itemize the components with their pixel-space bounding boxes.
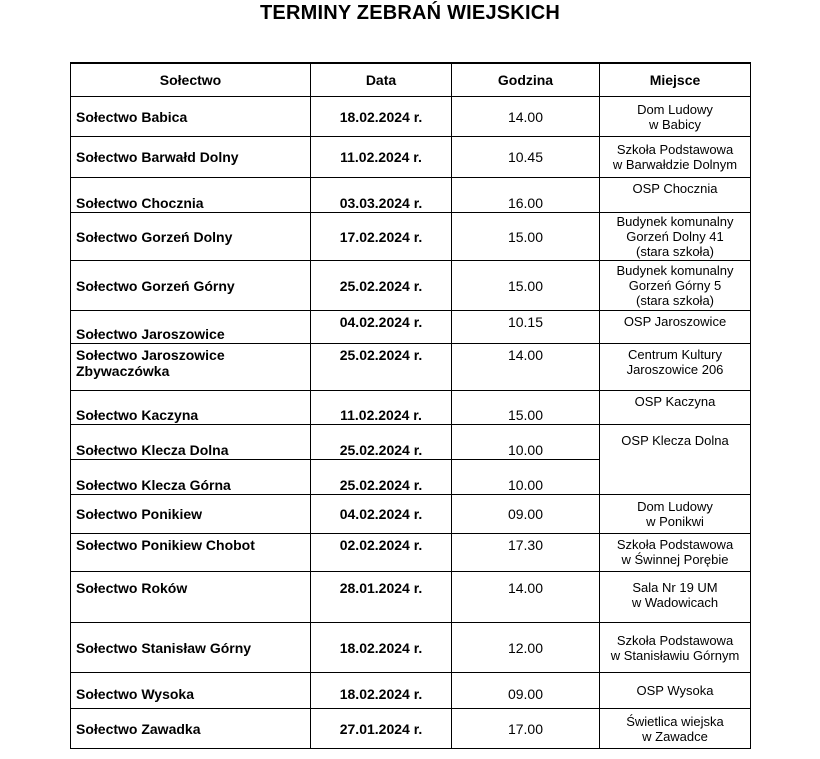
- solectwo-cell: [71, 344, 311, 391]
- header-godzina: Godzina: [452, 63, 600, 97]
- date-cell: 18.02.2024 r.: [311, 97, 452, 137]
- time-cell: 17.00: [452, 709, 600, 749]
- place-cell: [600, 623, 751, 673]
- place-cell: [600, 709, 751, 749]
- table-row: [71, 137, 751, 178]
- table-row: [71, 178, 751, 213]
- time-cell: 15.00: [452, 261, 600, 311]
- solectwo-cell: Sołectwo Roków: [71, 572, 311, 623]
- solectwo-cell: Sołectwo Barwałd Dolny: [71, 137, 311, 178]
- place-line: w Świnnej Porębie: [621, 552, 729, 567]
- solectwo-cell: Sołectwo Zawadka: [71, 709, 311, 749]
- solectwo-cell: Sołectwo Klecza Dolna: [71, 425, 311, 460]
- place-cell: [600, 673, 751, 709]
- solectwo-cell: Sołectwo Babica: [71, 97, 311, 137]
- header-data: Data: [311, 63, 452, 97]
- solectwo-cell: Sołectwo Ponikiew Chobot: [71, 534, 311, 572]
- table-row: [71, 534, 751, 572]
- place-line: Szkoła Podstawowa: [616, 632, 734, 648]
- place-line: w Stanisławiu Górnym: [610, 647, 740, 663]
- place-line: w Ponikwi: [646, 514, 704, 529]
- place-line: (stara szkoła): [635, 293, 715, 308]
- time-cell: 12.00: [452, 623, 600, 673]
- place-line: Sala Nr 19 UM: [632, 580, 718, 595]
- place-line: Budynek komunalny: [616, 263, 734, 278]
- place-line: Świetlica wiejska: [626, 713, 724, 729]
- solectwo-cell: Sołectwo Wysoka: [71, 673, 311, 709]
- time-cell: 15.00: [452, 391, 600, 425]
- place-line: OSP Kaczyna: [634, 394, 716, 409]
- solectwo-cell: Sołectwo Chocznia: [71, 178, 311, 213]
- solectwo-cell: Sołectwo Klecza Górna: [71, 460, 311, 495]
- date-cell: 11.02.2024 r.: [311, 137, 452, 178]
- solectwo-cell: Sołectwo Stanisław Górny: [71, 623, 311, 673]
- place-line: Budynek komunalny: [616, 214, 734, 229]
- date-cell: 18.02.2024 r.: [311, 673, 452, 709]
- place-line: Jaroszowice 206: [626, 362, 724, 377]
- place-cell: [600, 213, 751, 261]
- table-row: [71, 673, 751, 709]
- time-cell: 16.00: [452, 178, 600, 213]
- date-cell: 03.03.2024 r.: [311, 178, 452, 213]
- time-cell: 10.00: [452, 460, 600, 495]
- place-cell: [600, 311, 751, 344]
- meetings-table: [70, 62, 751, 749]
- table-row: [71, 344, 751, 391]
- date-cell: 17.02.2024 r.: [311, 213, 452, 261]
- date-cell: 18.02.2024 r.: [311, 623, 452, 673]
- table-row: [71, 97, 751, 137]
- time-cell: 17.30: [452, 534, 600, 572]
- place-line: w Babicy: [648, 116, 702, 132]
- solectwo-cell: Sołectwo Kaczyna: [71, 391, 311, 425]
- place-line: Szkoła Podstawowa: [616, 537, 734, 552]
- solectwo-cell: Sołectwo Gorzeń Dolny: [71, 213, 311, 261]
- time-cell: 10.00: [452, 425, 600, 460]
- date-cell: 25.02.2024 r.: [311, 344, 452, 391]
- solectwo-cell: Sołectwo Gorzeń Górny: [71, 261, 311, 311]
- table-row: [71, 311, 751, 344]
- table-row: [71, 572, 751, 623]
- place-line: (stara szkoła): [635, 244, 715, 259]
- table-row: [71, 261, 751, 311]
- table-row: [71, 623, 751, 673]
- date-cell: 28.01.2024 r.: [311, 572, 452, 623]
- place-line: Gorzeń Dolny 41: [626, 229, 724, 244]
- date-cell: 25.02.2024 r.: [311, 425, 452, 460]
- page-title: TERMINY ZEBRAŃ WIEJSKICH: [259, 2, 560, 24]
- solectwo-cell: Sołectwo Ponikiew: [71, 495, 311, 534]
- place-cell: [600, 572, 751, 623]
- place-line: OSP Chocznia: [632, 181, 718, 196]
- solectwo-cell: Sołectwo Jaroszowice: [71, 311, 311, 344]
- table-row: [71, 495, 751, 534]
- place-cell: [600, 261, 751, 311]
- place-cell: [600, 534, 751, 572]
- place-line: OSP Klecza Dolna: [621, 433, 729, 448]
- date-cell: 04.02.2024 r.: [311, 495, 452, 534]
- time-cell: 14.00: [452, 97, 600, 137]
- place-cell: [600, 391, 751, 425]
- place-cell: [600, 178, 751, 213]
- date-cell: 25.02.2024 r.: [311, 261, 452, 311]
- table-row: [71, 425, 751, 460]
- time-cell: 14.00: [452, 344, 600, 391]
- table-row: [71, 213, 751, 261]
- place-line: w Barwałdzie Dolnym: [612, 157, 738, 172]
- solectwo-line: Sołectwo Jaroszowice: [76, 347, 225, 363]
- time-cell: 09.00: [452, 495, 600, 534]
- place-cell: [600, 495, 751, 534]
- place-line: Gorzeń Górny 5: [628, 278, 722, 293]
- place-line: Dom Ludowy: [637, 101, 713, 117]
- solectwo-line: Zbywaczówka: [76, 363, 170, 379]
- place-line: Dom Ludowy: [637, 499, 713, 514]
- place-line: w Wadowicach: [631, 595, 719, 610]
- time-cell: 15.00: [452, 213, 600, 261]
- date-cell: 25.02.2024 r.: [311, 460, 452, 495]
- place-cell: [600, 344, 751, 391]
- place-line: Szkoła Podstawowa: [616, 142, 734, 157]
- header-solectwo: Sołectwo: [71, 63, 311, 97]
- date-cell: 27.01.2024 r.: [311, 709, 452, 749]
- place-cell: [600, 137, 751, 178]
- time-cell: 10.15: [452, 311, 600, 344]
- place-line: OSP Wysoka: [636, 683, 714, 698]
- place-cell: [600, 97, 751, 137]
- date-cell: 02.02.2024 r.: [311, 534, 452, 572]
- place-line: w Zawadce: [642, 728, 708, 744]
- date-cell: 04.02.2024 r.: [311, 311, 452, 344]
- time-cell: 10.45: [452, 137, 600, 178]
- place-line: Centrum Kultury: [628, 347, 722, 362]
- table-row: [71, 709, 751, 749]
- place-cell: [600, 425, 751, 495]
- place-line: OSP Jaroszowice: [623, 314, 727, 329]
- time-cell: 09.00: [452, 673, 600, 709]
- table-row: [71, 391, 751, 425]
- header-miejsce: Miejsce: [600, 63, 751, 97]
- date-cell: 11.02.2024 r.: [311, 391, 452, 425]
- table-header-row: [71, 63, 751, 97]
- time-cell: 14.00: [452, 572, 600, 623]
